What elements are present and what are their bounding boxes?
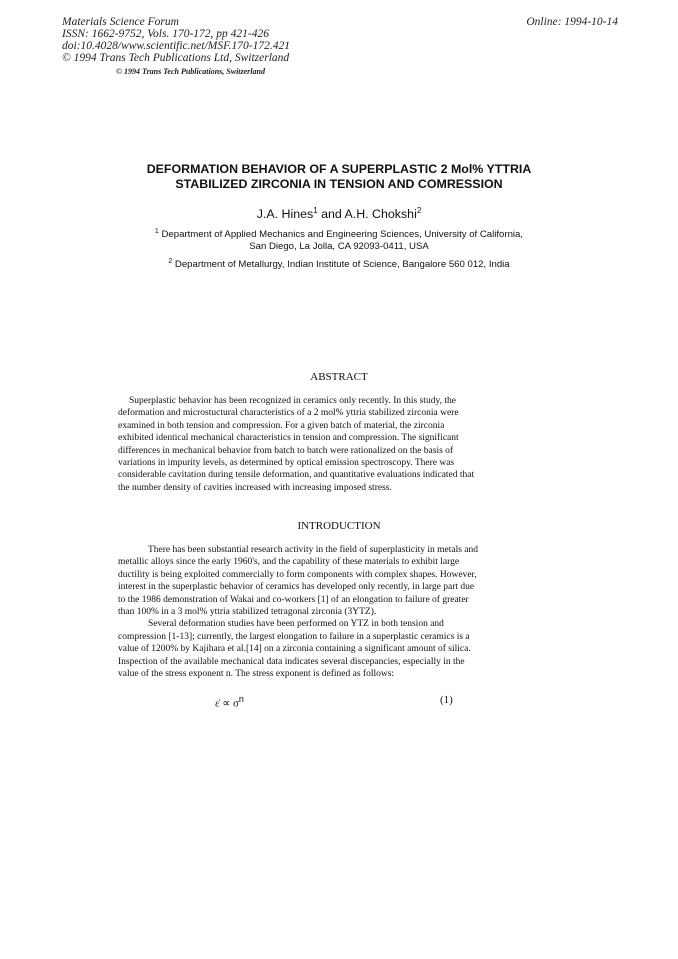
abstract-line: deformation and microstuctural characteristics of a 2 mol% yttria stabilized zirconia were xyxy=(118,408,459,419)
equation-1 xyxy=(215,694,244,710)
affiliation-2-line-1: Department of Metallurgy, Indian Institute of Science, Bangalore 560 012, India xyxy=(172,259,510,271)
affiliation-2 xyxy=(110,256,568,271)
issn-line: ISSN: 1662-9752, Vols. 170-172, pp 421-426 xyxy=(62,28,269,40)
title-line-2: STABILIZED ZIRCONIA IN TENSION AND COMRESSION xyxy=(175,177,503,191)
abstract-line: variations in impurity levels, as determined by optical emission spectroscopy. There was xyxy=(118,458,455,469)
equation-exponent: n xyxy=(238,694,244,704)
abstract-line: differences in mechanical behavior from batch to batch were rationalized on the basis of xyxy=(118,445,454,456)
intro-line: value of 1200% by Kajihara et al.[14] on a zirconia containing a significant amount of silica. xyxy=(118,644,471,655)
intro-line: interest in the superplastic behavior of ceramics has developed only recently, in large part due xyxy=(118,582,475,593)
intro-line: metallic alloys since the early 1960's, and the capability of these materials to exhibit large xyxy=(118,557,460,568)
affiliation-2-num: 2 xyxy=(168,258,173,265)
author-2: A.H. Chokshi xyxy=(344,207,417,222)
equation-lhs: ε̇ ∝ σ xyxy=(215,697,239,710)
intro-line: Several deformation studies have been performed on YTZ in both tension and xyxy=(148,619,444,630)
paper-title xyxy=(70,162,608,192)
intro-line: to the 1986 demonstration of Wakai and co-workers [1] of an elongation to failure of greater xyxy=(118,594,469,605)
copyright-line: © 1994 Trans Tech Publications Ltd, Switzerland xyxy=(62,52,290,64)
author-1: J.A. Hines xyxy=(256,207,314,222)
title-line-1: DEFORMATION BEHAVIOR OF A SUPERPLASTIC 2 Mol% YTTRIA xyxy=(146,162,532,176)
author-1-sup: 1 xyxy=(313,206,318,215)
doi-line[interactable]: doi:10.4028/www.scientific.net/MSF.170-172.421 xyxy=(62,40,290,52)
affiliation-1-num: 1 xyxy=(154,228,159,235)
equation-number: (1) xyxy=(440,694,453,706)
author-2-sup: 2 xyxy=(416,206,422,215)
abstract-line: Superplastic behavior has been recognized in ceramics only recently. In this study, the xyxy=(129,396,456,406)
intro-line: There has been substantial research activity in the field of superplasticity in metals and xyxy=(148,545,479,555)
abstract-line: considerable cavitation during tensile deformation, and quantitative evaluations indicated that xyxy=(118,470,475,481)
intro-line: Inspection of the available mechanical data indicates several discepancies, especially in the xyxy=(118,656,465,667)
abstract-body xyxy=(118,395,518,494)
copyright-small: © 1994 Trans Tech Publications, Switzerland xyxy=(116,67,265,76)
introduction-heading: INTRODUCTION xyxy=(297,520,381,532)
online-date: Online: 1994-10-14 xyxy=(526,16,618,28)
intro-line: value of the stress exponent n. The stress exponent is defined as follows: xyxy=(118,669,395,680)
affiliation-1 xyxy=(110,226,568,253)
author-line xyxy=(70,206,608,221)
affiliation-1-line-2: San Diego, La Jolla, CA 92093-0411, USA xyxy=(249,241,429,253)
journal-name: Materials Science Forum xyxy=(62,16,179,28)
abstract-line: the number density of cavities increased with increasing imposed stress. xyxy=(118,482,392,493)
affiliation-1-line-1: Department of Applied Mechanics and Engineering Sciences, University of California, xyxy=(158,229,524,241)
abstract-heading: ABSTRACT xyxy=(310,371,368,383)
intro-line: than 100% in a 3 mol% yttria stabilized tetragonal zirconia (3YTZ). xyxy=(118,607,377,618)
journal-header xyxy=(62,16,290,64)
abstract-line: exhibited identical mechanical characteristics in tension and compression. The significant xyxy=(118,433,459,444)
author-conjunction: and xyxy=(317,207,345,222)
intro-line: compression [1-13]; currently, the largest elongation to failure in a superplastic ceramics is a xyxy=(118,631,470,642)
abstract-line: examined in both tension and compression. For a given batch of material, the zirconia xyxy=(118,420,445,431)
introduction-body xyxy=(118,544,518,680)
intro-line: ductility is being exploited commercially to form components with complex shapes. However, xyxy=(118,569,477,580)
